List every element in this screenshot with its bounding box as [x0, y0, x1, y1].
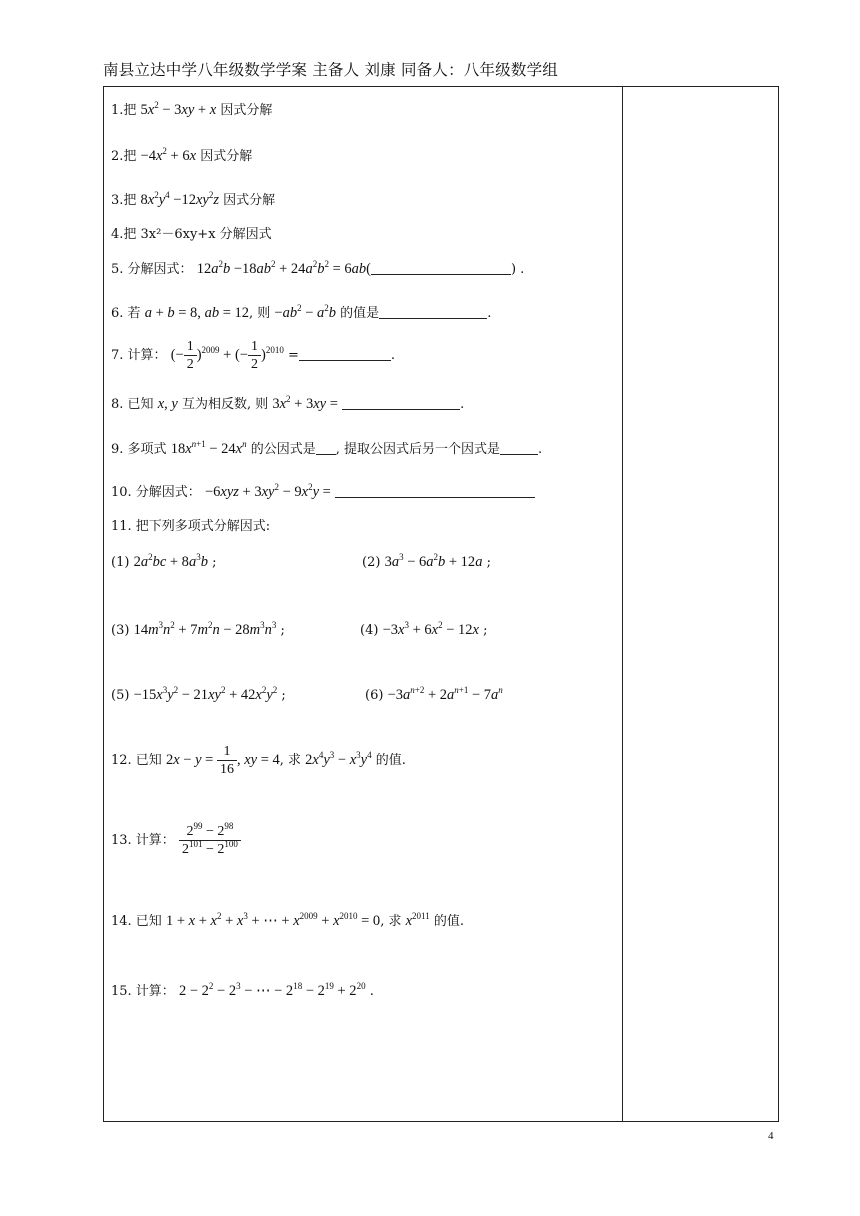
- q14-prefix: 14. 已知: [111, 914, 162, 929]
- q11-p1-expression: $2a^2bc + 8a^3b$: [133, 552, 208, 570]
- q11-p4-label: (4): [360, 623, 379, 638]
- q5-expression: $12a^2b -18ab^2 + 24a^2b^2 = 6ab$(: [196, 259, 371, 277]
- column-divider: [622, 86, 623, 1122]
- q3-expression: $8x^2y^4 -12xy^2z$: [140, 190, 220, 208]
- q8-prefix: 8. 已知: [111, 397, 154, 412]
- q6-prefix: 6. 若: [111, 306, 141, 321]
- q10-expression: $-6xyz + 3xy^2 - 9x^2y$ =: [204, 482, 331, 500]
- q12-prefix: 12. 已知: [111, 752, 162, 768]
- q10-answer-blank[interactable]: [335, 484, 535, 498]
- q8-mid: 互为相反数, 则: [181, 397, 269, 412]
- q9-prefix: 9. 多项式: [111, 442, 167, 457]
- q8-vars: x, y: [157, 396, 178, 412]
- q2-prefix: 2.把: [111, 149, 137, 164]
- q11-p5-label: (5): [111, 688, 130, 703]
- page-number: 4: [768, 1130, 774, 1142]
- q1-prefix: 1.把: [111, 103, 137, 118]
- question-7: 7. 计算： (− $\frac{1}{2}$ )$^{2009}$ + (− $\frac{1}{2}$ )$^{2010}$ = .: [111, 339, 396, 372]
- question-12: [111, 743, 406, 778]
- q4-text: 4.把 3x²－6xy+x 分解因式: [111, 227, 272, 242]
- q8-expression: $3x^2 + 3xy$ =: [272, 394, 338, 412]
- q8-answer-blank[interactable]: [342, 396, 460, 410]
- q11-p3-expression: $14m^3n^2 + 7m^2n - 28m^3n^3$: [133, 620, 277, 638]
- q13-prefix: 13. 计算：: [111, 833, 175, 848]
- q7-prefix: 7. 计算：: [111, 347, 167, 363]
- question-15: 15. 计算： $2 - 2^2 - 2^3$ − ⋯ − $2^{18} - 2^{19} + 2^{20}$ .: [111, 981, 374, 999]
- q5-end: ) .: [510, 262, 525, 277]
- question-11-heading: 11. 把下列多项式分解因式:: [111, 519, 271, 534]
- question-14: [111, 913, 464, 930]
- q6-answer-blank[interactable]: [379, 305, 487, 319]
- q15-expression: $2 - 2^2 - 2^3$ − ⋯ − $2^{18} - 2^{19} + 2^{20}$: [178, 981, 366, 999]
- q9-mid: 的公因式是: [250, 442, 316, 457]
- question-6: 6. 若 a + b = 8, ab = 12, 则 $-ab^2 - a^2b$ 的值是 .: [111, 303, 492, 321]
- q6-expression: $-ab^2 - a^2b$: [274, 303, 337, 321]
- q9-blank-2[interactable]: [500, 441, 538, 455]
- question-10: [111, 484, 535, 501]
- question-11-part-3: (3) $14m^3n^2 + 7m^2n - 28m^3n^3$ ;: [111, 620, 285, 638]
- question-5: [111, 261, 524, 278]
- question-11-part-4: $(4) -3x^3 + 6x^2 - 12x$ ;: [360, 620, 488, 638]
- q12-expression: $2x^4y^3 - x^3y^4$: [305, 749, 372, 768]
- q14-suffix: 的值.: [433, 914, 464, 929]
- question-11-part-5: $(5) -15x^3y^2 - 21xy^2 + 42x^2y^2$ ;: [111, 685, 286, 703]
- q12-suffix: 的值.: [375, 752, 406, 768]
- q14-mid: , 求: [380, 914, 402, 929]
- q5-prefix: 5. 分解因式：: [111, 262, 193, 277]
- question-11-part-1: (1) $2a^2bc + 8a^3b$ ;: [111, 552, 217, 570]
- q11-p1-label: (1): [111, 555, 130, 570]
- q11-p6-expression: $-3a^{n+2} + 2a^{n+1} - 7a^n$: [387, 685, 503, 703]
- q9-suffix: , 提取公因式后另一个因式是: [335, 442, 500, 457]
- q12-condition: 2x − y = $\frac{1}{16}$ , xy = 4: [165, 744, 280, 777]
- q2-suffix: 因式分解: [200, 149, 253, 164]
- question-4: [111, 227, 272, 243]
- q11-p5-expression: $-15x^3y^2 - 21xy^2 + 42x^2y^2$: [133, 685, 278, 703]
- q12-mid: , 求: [279, 752, 302, 768]
- q6-suffix: 的值是: [340, 306, 380, 321]
- q3-suffix: 因式分解: [223, 193, 276, 208]
- q6-mid: , 则: [249, 306, 271, 321]
- q5-answer-blank[interactable]: [371, 261, 511, 275]
- q11-p6-label: (6): [365, 688, 384, 703]
- question-9: 9. 多项式 $18x^{n+1} - 24x^n$ 的公因式是 , 提取公因式后另一个因式是 .: [111, 439, 543, 457]
- question-11-part-6: [365, 687, 503, 704]
- q2-expression: $-4x^2 + 6x$: [140, 146, 197, 164]
- q3-prefix: 3.把: [111, 193, 137, 208]
- q11-p2-expression: $3a^3 - 6a^2b + 12a$: [384, 552, 483, 570]
- q9-blank-1[interactable]: [316, 441, 336, 455]
- question-11-part-2: (2) $3a^3 - 6a^2b + 12a$ ;: [362, 552, 491, 570]
- q9-expression: $18x^{n+1} - 24x^n$: [170, 439, 247, 457]
- q1-expression: $5x^2 - 3xy + x$: [140, 100, 217, 118]
- q10-prefix: 10. 分解因式：: [111, 485, 201, 500]
- page-header: 南县立达中学八年级数学学案 主备人 刘康 同备人：八年级数学组: [103, 61, 558, 79]
- q11-p3-label: (3): [111, 623, 130, 638]
- q14-condition: $1 + x + x^2 + x^3$ + ⋯ + $x^{2009} + x^{2010} = 0$: [165, 911, 381, 929]
- q7-expression: (− $\frac{1}{2}$ )$^{2009}$ + (− $\frac{1}{2}$ )$^{2010}$: [170, 339, 284, 372]
- question-2: [111, 148, 252, 165]
- question-8: 8. 已知 x, y 互为相反数, 则 $3x^2 + 3xy$ = .: [111, 394, 465, 412]
- q7-equals: =: [287, 347, 299, 363]
- q11-p4-expression: $-3x^3 + 6x^2 - 12x$: [382, 620, 479, 638]
- question-13: [111, 823, 241, 858]
- q13-expression: $\frac{2^{99} - 2^{98}}{2^{101} - 2^{100}}$: [179, 823, 241, 858]
- q1-suffix: 因式分解: [220, 103, 273, 118]
- question-3: [111, 192, 275, 209]
- q11-p2-label: (2): [362, 555, 381, 570]
- question-1: [111, 102, 272, 119]
- q6-condition: a + b = 8, ab = 12: [144, 305, 249, 321]
- q15-prefix: 15. 计算：: [111, 984, 175, 999]
- q14-expression: $x^{2011}$: [405, 911, 430, 929]
- q7-answer-blank[interactable]: [299, 347, 391, 361]
